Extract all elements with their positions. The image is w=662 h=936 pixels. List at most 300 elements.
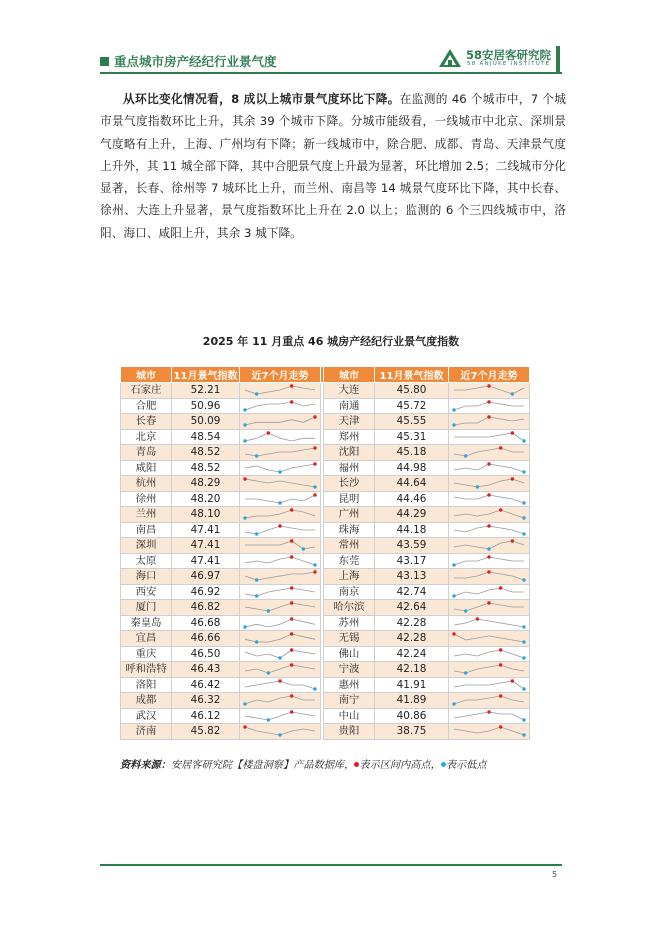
index-cell: 44.46 (375, 491, 449, 507)
trend-sparkline (242, 725, 318, 737)
trend-high-point (499, 509, 502, 512)
index-cell: 46.66 (172, 631, 240, 647)
trend-sparkline (451, 632, 527, 644)
trend-low-point (267, 672, 270, 675)
page-number: 5 (552, 870, 558, 879)
index-cell: 46.50 (172, 646, 240, 662)
index-cell: 46.42 (172, 677, 240, 693)
intro-text: 在监测的 46 个城市中，7 个城市景气度指数环比上升，其余 39 个城市下降。分城市能级看，一线城市中北京、深圳景气度略有上升，上海、广州均有下降；新一线城市中，除合肥、成都、青岛、天津景气度上升外，其 11 城全部下降，其中合肥景气度上升最为显著，环比增加 2.5；二线城市分化显著，长春、徐州等 7 城环比上升，而兰州、南昌等 14 城景气度环比下降，其中长春、徐州、大连上升显著，景气度指数环比上升在 2.0 以上；监测的 6 个三四线城市中，洛阳、海口、咸阳上升，其余 3 城下降。 (100, 92, 566, 240)
trend-sparkline (242, 400, 318, 412)
trend-high-point (499, 664, 502, 667)
trend-cell (449, 662, 530, 678)
trend-high-point (487, 416, 490, 419)
trend-cell (240, 615, 321, 631)
city-cell: 上海 (324, 569, 375, 585)
city-cell: 惠州 (324, 677, 375, 693)
trend-low-point (522, 641, 525, 644)
trend-low-point (464, 455, 467, 458)
trend-low-point (522, 439, 525, 442)
index-cell: 44.18 (375, 522, 449, 538)
trend-sparkline (451, 400, 527, 412)
trend-cell (449, 445, 530, 461)
trend-low-point (278, 734, 281, 737)
trend-sparkline (451, 586, 527, 598)
trend-high-point (511, 540, 514, 543)
trend-cell (449, 677, 530, 693)
trend-low-point (313, 687, 316, 690)
trend-line (245, 417, 315, 425)
trend-low-point (313, 563, 316, 566)
city-cell: 郑州 (324, 429, 375, 445)
table-row (121, 460, 530, 476)
index-cell: 48.10 (172, 507, 240, 523)
trend-high-point (290, 648, 293, 651)
city-cell: 苏州 (324, 615, 375, 631)
trend-high-point (452, 633, 455, 636)
trend-low-point (243, 703, 246, 706)
trend-sparkline (242, 617, 318, 629)
trend-cell (240, 429, 321, 445)
index-cell: 48.52 (172, 445, 240, 461)
trend-sparkline (242, 477, 318, 489)
trend-cell (449, 693, 530, 709)
table-row (121, 693, 530, 709)
trend-cell (449, 553, 530, 569)
col-header-city: 城市 (121, 367, 172, 383)
city-cell: 中山 (324, 708, 375, 724)
trend-high-point (487, 524, 490, 527)
trend-high-point (278, 524, 281, 527)
trend-sparkline (242, 586, 318, 598)
trend-low-point (243, 439, 246, 442)
trend-cell (449, 507, 530, 523)
city-cell: 天津 (324, 414, 375, 430)
trend-line (454, 696, 524, 704)
trend-cell (240, 724, 321, 740)
trend-high-point (487, 462, 490, 465)
trend-cell (240, 708, 321, 724)
city-cell: 深圳 (121, 538, 172, 554)
city-cell: 长春 (121, 414, 172, 430)
trend-line (245, 402, 315, 410)
trend-low-point (255, 455, 258, 458)
table-row (121, 429, 530, 445)
city-cell: 南通 (324, 398, 375, 414)
trend-low-point (243, 517, 246, 520)
table-row (121, 600, 530, 616)
table-row (121, 398, 530, 414)
source-label: 资料来源： (120, 760, 171, 771)
trend-sparkline (242, 663, 318, 675)
trend-low-point (313, 486, 316, 489)
table-row (121, 538, 530, 554)
trend-sparkline (451, 384, 527, 396)
city-cell: 南京 (324, 584, 375, 600)
trend-sparkline (242, 601, 318, 613)
trend-cell (240, 553, 321, 569)
square-bullet-icon (100, 57, 109, 66)
source-text: 安居客研究院【楼盘洞察】产品数据库， (170, 760, 355, 771)
trend-sparkline (242, 694, 318, 706)
trend-high-point (278, 679, 281, 682)
trend-line (245, 557, 315, 565)
col-header-trend-2: 近7个月走势 (449, 367, 530, 383)
trend-low-point (511, 393, 514, 396)
table-row (121, 631, 530, 647)
trend-sparkline (242, 462, 318, 474)
trend-high-point (243, 478, 246, 481)
trend-line (245, 603, 315, 611)
index-cell: 43.59 (375, 538, 449, 554)
trend-sparkline (242, 431, 318, 443)
intro-bold: 从环比变化情况看，8 成以上城市景气度环比下降。 (123, 92, 400, 106)
trend-high-point (511, 478, 514, 481)
trend-low-point (255, 393, 258, 396)
city-cell: 咸阳 (121, 460, 172, 476)
header-divider (100, 72, 562, 74)
index-cell: 50.09 (172, 414, 240, 430)
trend-high-point (487, 571, 490, 574)
trend-low-point (267, 718, 270, 721)
logo (438, 46, 562, 72)
trend-low-point (452, 408, 455, 411)
trend-cell (449, 398, 530, 414)
table-header-row (121, 367, 530, 383)
trend-low-point (522, 532, 525, 535)
city-cell: 珠海 (324, 522, 375, 538)
trend-high-point (487, 385, 490, 388)
index-cell: 52.21 (172, 383, 240, 399)
trend-sparkline (451, 617, 527, 629)
table-title: 2025 年 11 月重点 46 城房产经纪行业景气度指数 (202, 335, 460, 348)
trend-line (454, 510, 524, 518)
trend-sparkline (451, 493, 527, 505)
trend-sparkline (451, 710, 527, 722)
city-cell: 长沙 (324, 476, 375, 492)
trend-line (245, 712, 315, 720)
index-table (120, 366, 530, 740)
trend-cell (449, 414, 530, 430)
trend-sparkline (451, 570, 527, 582)
table-row (121, 646, 530, 662)
city-cell: 北京 (121, 429, 172, 445)
trend-high-point (290, 695, 293, 698)
trend-low-point (243, 424, 246, 427)
trend-cell (449, 584, 530, 600)
trend-low-point (452, 594, 455, 597)
trend-sparkline (451, 415, 527, 427)
trend-line (454, 588, 524, 596)
trend-cell (240, 584, 321, 600)
trend-low-point (255, 594, 258, 597)
table-row (121, 662, 530, 678)
table-row (121, 445, 530, 461)
city-cell: 洛阳 (121, 677, 172, 693)
trend-sparkline (242, 648, 318, 660)
trend-high-point (313, 493, 316, 496)
trend-low-point (522, 687, 525, 690)
city-cell: 南昌 (121, 522, 172, 538)
header-title-wrap (100, 52, 277, 70)
trend-low-point (452, 563, 455, 566)
trend-cell (449, 724, 530, 740)
city-cell: 武汉 (121, 708, 172, 724)
trend-high-point (267, 431, 270, 434)
trend-low-point (255, 532, 258, 535)
city-cell: 兰州 (121, 507, 172, 523)
trend-low-point (243, 625, 246, 628)
col-header-index: 11月景气指数 (172, 367, 240, 383)
trend-cell (449, 383, 530, 399)
logo-text-cn: 58安居客研究院 (466, 48, 552, 62)
table-row (121, 569, 530, 585)
trend-sparkline (242, 524, 318, 536)
trend-high-point (243, 726, 246, 729)
table-row (121, 677, 530, 693)
index-cell: 50.96 (172, 398, 240, 414)
trend-line (245, 665, 315, 673)
trend-cell (240, 460, 321, 476)
trend-sparkline (242, 555, 318, 567)
trend-sparkline (451, 431, 527, 443)
trend-sparkline (242, 446, 318, 458)
trend-cell (449, 569, 530, 585)
trend-high-point (290, 710, 293, 713)
trend-cell (240, 538, 321, 554)
index-cell: 43.17 (375, 553, 449, 569)
trend-low-point (243, 408, 246, 411)
trend-cell (240, 693, 321, 709)
table-row (121, 708, 530, 724)
table-row (121, 507, 530, 523)
trend-low-point (522, 734, 525, 737)
trend-high-point (313, 447, 316, 450)
trend-high-point (290, 385, 293, 388)
trend-cell (240, 600, 321, 616)
index-cell: 44.64 (375, 476, 449, 492)
trend-cell (240, 569, 321, 585)
index-cell: 42.28 (375, 615, 449, 631)
table-row (121, 491, 530, 507)
trend-high-point (499, 726, 502, 729)
table-row (121, 522, 530, 538)
trend-cell (240, 383, 321, 399)
trend-sparkline (451, 725, 527, 737)
city-cell: 福州 (324, 460, 375, 476)
trend-cell (449, 460, 530, 476)
trend-line (454, 619, 524, 627)
table-row (121, 414, 530, 430)
city-cell: 杭州 (121, 476, 172, 492)
trend-cell (240, 445, 321, 461)
col-header-trend: 近7个月走势 (240, 367, 321, 383)
index-cell: 45.82 (172, 724, 240, 740)
city-cell: 贵阳 (324, 724, 375, 740)
table-row (121, 584, 530, 600)
city-cell: 石家庄 (121, 383, 172, 399)
trend-low-point (522, 470, 525, 473)
high-legend: 表示区间内高点， (359, 760, 441, 771)
city-cell: 常州 (324, 538, 375, 554)
trend-line (454, 650, 524, 658)
trend-low-point (278, 656, 281, 659)
trend-line (245, 696, 315, 704)
trend-cell (240, 646, 321, 662)
trend-low-point (255, 641, 258, 644)
trend-low-point (522, 501, 525, 504)
trend-high-point (313, 571, 316, 574)
trend-high-point (290, 602, 293, 605)
city-cell: 徐州 (121, 491, 172, 507)
index-cell: 46.43 (172, 662, 240, 678)
trend-high-point (499, 695, 502, 698)
city-cell: 东莞 (324, 553, 375, 569)
trend-cell (240, 662, 321, 678)
trend-sparkline (451, 601, 527, 613)
trend-sparkline (451, 539, 527, 551)
col-header-city-2: 城市 (324, 367, 375, 383)
trend-low-point (522, 656, 525, 659)
trend-high-point (487, 400, 490, 403)
city-cell: 济南 (121, 724, 172, 740)
city-cell: 宜昌 (121, 631, 172, 647)
trend-sparkline (242, 508, 318, 520)
trend-sparkline (451, 508, 527, 520)
trend-sparkline (451, 446, 527, 458)
trend-cell (449, 615, 530, 631)
index-cell: 42.18 (375, 662, 449, 678)
index-cell: 42.74 (375, 584, 449, 600)
city-cell: 重庆 (121, 646, 172, 662)
index-cell: 48.54 (172, 429, 240, 445)
index-cell: 46.12 (172, 708, 240, 724)
city-cell: 南宁 (324, 693, 375, 709)
trend-high-point (290, 540, 293, 543)
trend-cell (240, 631, 321, 647)
index-cell: 45.18 (375, 445, 449, 461)
low-legend: 表示低点 (445, 760, 487, 771)
trend-cell (240, 491, 321, 507)
index-cell: 47.41 (172, 538, 240, 554)
city-cell: 太原 (121, 553, 172, 569)
trend-cell (240, 476, 321, 492)
trend-high-point (290, 509, 293, 512)
trend-sparkline (242, 415, 318, 427)
index-cell: 47.41 (172, 522, 240, 538)
index-cell: 45.55 (375, 414, 449, 430)
index-cell: 46.92 (172, 584, 240, 600)
trend-high-point (499, 447, 502, 450)
index-cell: 47.41 (172, 553, 240, 569)
index-cell: 48.52 (172, 460, 240, 476)
trend-sparkline (242, 679, 318, 691)
trend-line (245, 510, 315, 518)
trend-sparkline (451, 679, 527, 691)
trend-low-point (267, 610, 270, 613)
trend-high-point (290, 664, 293, 667)
trend-high-point (290, 633, 293, 636)
index-cell: 44.98 (375, 460, 449, 476)
trend-line (245, 619, 315, 627)
trend-high-point (290, 555, 293, 558)
trend-line (454, 727, 524, 735)
index-cell: 48.20 (172, 491, 240, 507)
table-row (121, 383, 530, 399)
trend-low-point (255, 579, 258, 582)
trend-low-point (464, 672, 467, 675)
table-row (121, 476, 530, 492)
index-cell: 41.91 (375, 677, 449, 693)
trend-sparkline (242, 710, 318, 722)
trend-cell (449, 476, 530, 492)
trend-sparkline (451, 462, 527, 474)
trend-high-point (499, 586, 502, 589)
index-cell: 41.89 (375, 693, 449, 709)
trend-cell (449, 646, 530, 662)
trend-cell (449, 600, 530, 616)
trend-low-point (522, 517, 525, 520)
trend-cell (240, 507, 321, 523)
trend-low-point (302, 548, 305, 551)
trend-cell (240, 414, 321, 430)
city-cell: 成都 (121, 693, 172, 709)
col-header-index-2: 11月景气指数 (375, 367, 449, 383)
header-title: 重点城市房产经纪行业景气度 (114, 54, 277, 69)
trend-high-point (313, 462, 316, 465)
index-cell: 40.86 (375, 708, 449, 724)
trend-high-point (290, 400, 293, 403)
trend-sparkline (242, 384, 318, 396)
trend-line (245, 433, 315, 441)
index-cell: 46.32 (172, 693, 240, 709)
index-cell: 42.24 (375, 646, 449, 662)
trend-sparkline (451, 694, 527, 706)
city-cell: 佛山 (324, 646, 375, 662)
logo-text-en: 58 ANJUKE INSTITUTE (467, 61, 551, 67)
trend-cell (240, 677, 321, 693)
trend-high-point (511, 679, 514, 682)
trend-low-point (476, 486, 479, 489)
source-note (120, 756, 487, 771)
index-cell: 42.64 (375, 600, 449, 616)
page-header (100, 42, 562, 74)
trend-low-point (522, 579, 525, 582)
trend-high-point (313, 416, 316, 419)
trend-low-point (452, 703, 455, 706)
index-cell: 42.28 (375, 631, 449, 647)
city-cell: 宁波 (324, 662, 375, 678)
table-row (121, 615, 530, 631)
trend-sparkline (242, 539, 318, 551)
trend-cell (240, 522, 321, 538)
trend-sparkline (242, 632, 318, 644)
logo-bar (556, 46, 560, 74)
trend-line (454, 634, 524, 642)
city-cell: 青岛 (121, 445, 172, 461)
city-cell: 昆明 (324, 491, 375, 507)
city-cell: 合肥 (121, 398, 172, 414)
trend-cell (240, 398, 321, 414)
trend-low-point (487, 548, 490, 551)
index-cell: 44.29 (375, 507, 449, 523)
trend-cell (449, 708, 530, 724)
trend-low-point (452, 424, 455, 427)
trend-high-point (511, 431, 514, 434)
trend-low-point (522, 625, 525, 628)
trend-sparkline (451, 648, 527, 660)
city-cell: 呼和浩特 (121, 662, 172, 678)
trend-sparkline (451, 555, 527, 567)
